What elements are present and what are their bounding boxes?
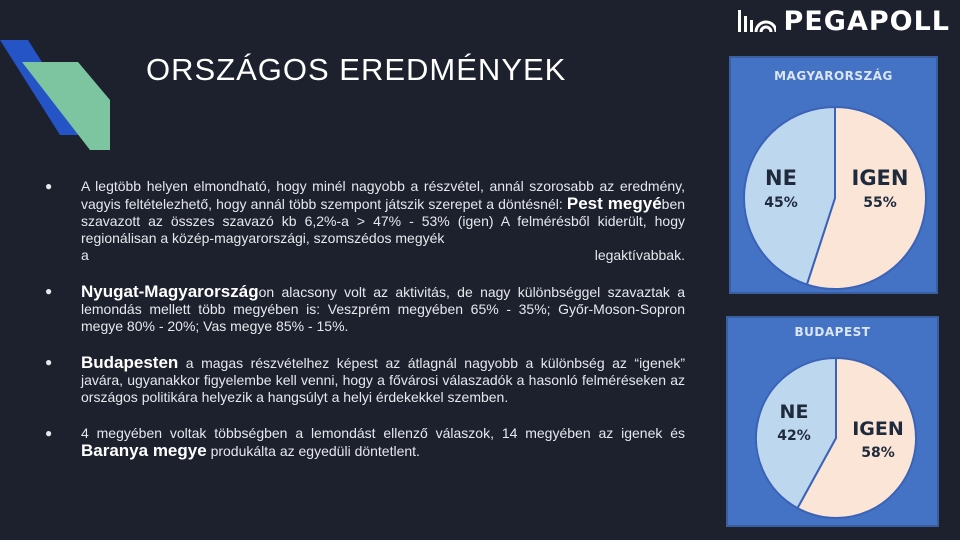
slice-value-label: 58% <box>861 445 895 461</box>
decorative-stripes <box>0 40 110 150</box>
bullet-text: legaktívabbak. <box>594 247 685 263</box>
bullet-text: ben szavazott az összes szavazó kb 6,2%-a > 47% - 53% (igen) A felmérésből kiderült, hogy regionálisan a közép-magyarországi, szomszédos megyék <box>81 196 686 246</box>
slice-category-label: NE <box>779 401 809 423</box>
bar-chart-logo-icon <box>738 8 776 34</box>
bullet-last-line <box>81 247 685 264</box>
bullet-dot: ● <box>45 179 53 193</box>
bullet-item <box>45 178 685 264</box>
chart-title: MAGYARORSZÁG <box>774 69 893 83</box>
bullet-text: on alacsony volt az aktivitás, de nagy különbséggel szavaztak a lemondás mellett több megyében is: Veszprém megyében 65% - 35%; Győr-Moson-Sopron megye 80% - 20%; Vas megye 85% - 15%. <box>81 284 685 334</box>
pie-panel-budapest <box>726 316 939 527</box>
slice-category-label: NE <box>765 166 797 190</box>
bullet-item <box>45 354 685 406</box>
slice-category-label: IGEN <box>852 418 904 440</box>
pie-panel-magyarorszag <box>729 56 938 294</box>
slice-value-label: 55% <box>863 195 897 211</box>
bullet-item <box>45 283 685 335</box>
bullet-emphasis: Pest megyé <box>566 194 662 213</box>
brand-name: PEGAPOLL <box>783 5 950 37</box>
bullet-dot: ● <box>45 284 53 298</box>
bullet-dot: ● <box>45 426 53 440</box>
bullet-emphasis: Nyugat-Magyarország <box>81 282 259 301</box>
slice-value-label: 42% <box>777 428 811 444</box>
bullet-list <box>45 178 685 460</box>
slice-value-label: 45% <box>764 195 798 211</box>
bullet-emphasis: Baranya megye <box>81 441 207 460</box>
bullet-dot: ● <box>45 355 53 369</box>
bullet-text: A legtöbb helyen elmondható, hogy minél nagyobb a részvétel, annál szorosabb az eredmény, vagyis feltételezhető, hogy annál több szempont játszik szerepet a döntésnél: <box>81 178 685 212</box>
bullet-text: produkálta az egyedüli döntetlent. <box>206 443 420 459</box>
chart-title: BUDAPEST <box>794 325 871 339</box>
bullet-emphasis: Budapesten <box>81 353 179 372</box>
bullet-text: a <box>81 247 89 263</box>
deco-green-stripe <box>22 62 110 150</box>
bullet-item <box>45 425 685 460</box>
bullet-text: a magas részvételhez képest az átlagnál nagyobb a különbség az “igenek” javára, ugyanakkor figyelembe kell venni, hogy a fővárosi válaszadók a hasonló felméréseken az országos politikára helyezik a hangsúlyt a helyi érdekekkel szemben. <box>81 355 685 405</box>
pie-chart <box>731 58 936 292</box>
pie-chart <box>728 318 937 525</box>
brand-logo <box>738 4 950 38</box>
page-title: ORSZÁGOS EREDMÉNYEK <box>146 52 567 87</box>
bullet-text: 4 megyében voltak többségben a lemondást ellenző válaszok, 14 megyében az igenek és <box>81 425 685 441</box>
slice-category-label: IGEN <box>851 166 909 190</box>
